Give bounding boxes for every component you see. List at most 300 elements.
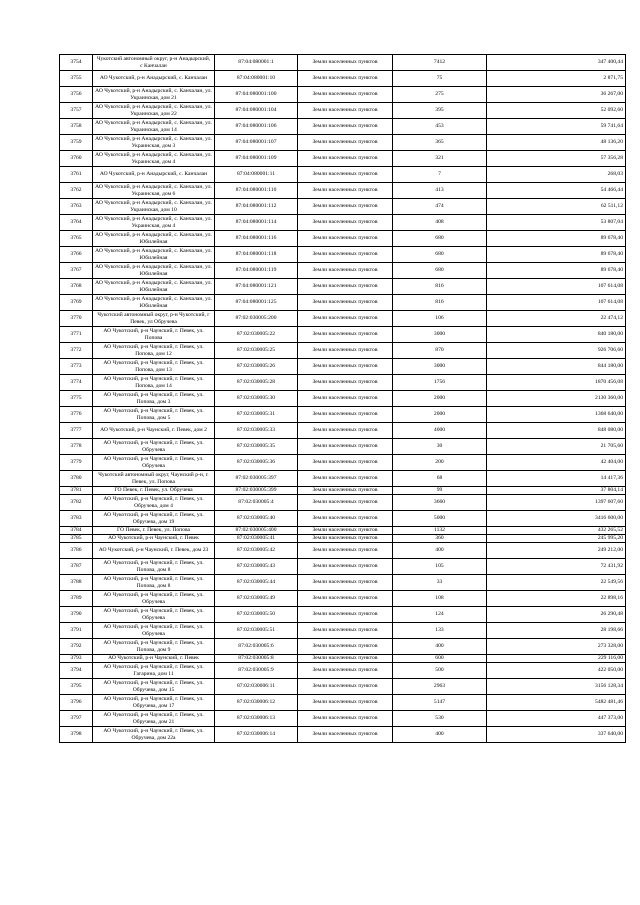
cadastral-value-cell: 848 080,00 <box>487 423 626 439</box>
cadastral-value-cell: 840 180,00 <box>487 327 626 343</box>
cadastral-number-cell: 87:02:030005:26 <box>215 359 298 375</box>
cadastral-value-cell: 926 706,60 <box>487 343 626 359</box>
address-cell: АО Чукотский, р-н Чаунский, г. Певек, ул. Обручева <box>93 607 215 623</box>
cadastral-value-cell: 72 431,92 <box>487 559 626 575</box>
table-row <box>60 71 626 87</box>
row-number-cell: 3787 <box>60 559 93 575</box>
address-cell: АО Чукотский, р-н Чаунский, г. Певек, ул. Обручева, дом 4 <box>93 495 215 511</box>
row-number-cell: 3754 <box>60 55 93 71</box>
table-row <box>60 407 626 423</box>
cadastral-value-cell: 21 705,60 <box>487 439 626 455</box>
area-cell: 75 <box>393 71 487 87</box>
area-cell: 413 <box>393 183 487 199</box>
table-row <box>60 183 626 199</box>
area-cell: 2000 <box>393 407 487 423</box>
row-number-cell: 3756 <box>60 87 93 103</box>
cadastral-number-cell: 87:02:030005:43 <box>215 559 298 575</box>
row-number-cell: 3777 <box>60 423 93 439</box>
land-category-cell: Земли населенных пунктов <box>298 727 393 743</box>
area-cell: 816 <box>393 279 487 295</box>
table-row <box>60 679 626 695</box>
cadastral-number-cell: 87:02:030005:399 <box>215 487 298 495</box>
land-registry-table <box>59 54 626 743</box>
cadastral-value-cell: 1870 456,08 <box>487 375 626 391</box>
row-number-cell: 3773 <box>60 359 93 375</box>
land-category-cell: Земли населенных пунктов <box>298 623 393 639</box>
row-number-cell: 3779 <box>60 455 93 471</box>
address-cell: АО Чукотский, р-н Чаунский, г. Певек, ул. Обручева <box>93 439 215 455</box>
land-category-cell: Земли населенных пунктов <box>298 639 393 655</box>
cadastral-number-cell: 87:02:030005:49 <box>215 591 298 607</box>
area-cell: 1132 <box>393 527 487 535</box>
land-category-cell: Земли населенных пунктов <box>298 87 393 103</box>
cadastral-value-cell: 14 417,36 <box>487 471 626 487</box>
area-cell: 680 <box>393 263 487 279</box>
area-cell: 1756 <box>393 375 487 391</box>
cadastral-number-cell: 87:02:030005:400 <box>215 527 298 535</box>
address-cell: АО Чукотский, р-н Чаунский, г. Певек, ул. Попова, дом 14 <box>93 375 215 391</box>
land-category-cell: Земли населенных пунктов <box>298 407 393 423</box>
cadastral-value-cell: 57 356,28 <box>487 151 626 167</box>
cadastral-value-cell: 2 871,75 <box>487 71 626 87</box>
row-number-cell: 3769 <box>60 295 93 311</box>
table-body <box>60 55 626 743</box>
area-cell: 30 <box>393 439 487 455</box>
land-category-cell: Земли населенных пунктов <box>298 655 393 663</box>
area-cell: 500 <box>393 663 487 679</box>
land-category-cell: Земли населенных пунктов <box>298 183 393 199</box>
table-row <box>60 495 626 511</box>
table-row <box>60 167 626 183</box>
land-category-cell: Земли населенных пунктов <box>298 295 393 311</box>
cadastral-number-cell: 87:02:030006:14 <box>215 727 298 743</box>
address-cell: АО Чукотский, р-н Чаунский, г. Певек, дом 23 <box>93 543 215 559</box>
table-row <box>60 343 626 359</box>
address-cell: АО Чукотский, р-н Анадырский, с. Канчалан, ул. Украинская, дом 3 <box>93 135 215 151</box>
address-cell: АО Чукотский, р-н Чаунский, г. Певек, ул. Обручева <box>93 591 215 607</box>
area-cell: 360 <box>393 535 487 543</box>
row-number-cell: 3762 <box>60 183 93 199</box>
area-cell: 365 <box>393 135 487 151</box>
row-number-cell: 3766 <box>60 247 93 263</box>
cadastral-value-cell: 37 804,14 <box>487 487 626 495</box>
land-category-cell: Земли населенных пунктов <box>298 135 393 151</box>
row-number-cell: 3785 <box>60 535 93 543</box>
land-category-cell: Земли населенных пунктов <box>298 575 393 591</box>
land-category-cell: Земли населенных пунктов <box>298 359 393 375</box>
row-number-cell: 3796 <box>60 695 93 711</box>
address-cell: АО Чукотский, р-н Анадырский, с. Канчалан, ул. Юбилейная <box>93 263 215 279</box>
area-cell: 275 <box>393 87 487 103</box>
address-cell: АО Чукотский, р-н Чаунский, г. Певек, ул. Попова, дом 12 <box>93 343 215 359</box>
land-category-cell: Земли населенных пунктов <box>298 311 393 327</box>
cadastral-number-cell: 87:02:030005:42 <box>215 543 298 559</box>
cadastral-number-cell: 87:04:080001:116 <box>215 231 298 247</box>
area-cell: 408 <box>393 215 487 231</box>
area-cell: 108 <box>393 591 487 607</box>
row-number-cell: 3793 <box>60 655 93 663</box>
cadastral-number-cell: 87:04:080001:114 <box>215 215 298 231</box>
area-cell: 2963 <box>393 679 487 695</box>
cadastral-number-cell: 87:04:080001:119 <box>215 263 298 279</box>
address-cell: АО Чукотский, р-н Чаунский, г. Певек <box>93 655 215 663</box>
row-number-cell: 3765 <box>60 231 93 247</box>
cadastral-value-cell: 28 198,66 <box>487 623 626 639</box>
cadastral-value-cell: 42 404,00 <box>487 455 626 471</box>
cadastral-value-cell: 432 265,52 <box>487 527 626 535</box>
address-cell: АО Чукотский, р-н Анадырский, с. Канчалан, ул. Украинская, дом 22 <box>93 103 215 119</box>
table-row <box>60 55 626 71</box>
area-cell: 3000 <box>393 359 487 375</box>
land-category-cell: Земли населенных пунктов <box>298 343 393 359</box>
table-row <box>60 607 626 623</box>
row-number-cell: 3776 <box>60 407 93 423</box>
row-number-cell: 3759 <box>60 135 93 151</box>
table-row <box>60 263 626 279</box>
area-cell: 600 <box>393 655 487 663</box>
row-number-cell: 3770 <box>60 311 93 327</box>
area-cell: 68 <box>393 471 487 487</box>
land-category-cell: Земли населенных пунктов <box>298 199 393 215</box>
table-row <box>60 727 626 743</box>
address-cell: АО Чукотский, р-н Чаунский, г. Певек, ул. Обручева <box>93 623 215 639</box>
area-cell: 321 <box>393 151 487 167</box>
area-cell: 133 <box>393 623 487 639</box>
address-cell: АО Чукотский, р-н Анадырский, с. Канчалан, ул. Юбилейная <box>93 279 215 295</box>
cadastral-value-cell: 22 898,16 <box>487 591 626 607</box>
cadastral-value-cell: 54 466,44 <box>487 183 626 199</box>
area-cell: 105 <box>393 559 487 575</box>
table-row <box>60 623 626 639</box>
address-cell: АО Чукотский, р-н Анадырский, с. Канчалан, ул. Украинская, дом 10 <box>93 199 215 215</box>
table-row <box>60 439 626 455</box>
table-row <box>60 559 626 575</box>
cadastral-value-cell: 1368 640,00 <box>487 407 626 423</box>
row-number-cell: 3789 <box>60 591 93 607</box>
cadastral-value-cell: 249 212,00 <box>487 543 626 559</box>
cadastral-value-cell: 3156 128,34 <box>487 679 626 695</box>
area-cell: 680 <box>393 231 487 247</box>
table-row <box>60 311 626 327</box>
cadastral-value-cell: 48 136,20 <box>487 135 626 151</box>
land-category-cell: Земли населенных пунктов <box>298 71 393 87</box>
land-category-cell: Земли населенных пунктов <box>298 423 393 439</box>
area-cell: 395 <box>393 103 487 119</box>
table-row <box>60 535 626 543</box>
address-cell: АО Чукотский, р-н Чаунский, г. Певек, ул. Обручева, дом 17 <box>93 695 215 711</box>
address-cell: АО Чукотский, р-н Анадырский, с. Канчалан, ул. Украинская, дом 21 <box>93 87 215 103</box>
cadastral-value-cell: 22 474,12 <box>487 311 626 327</box>
cadastral-value-cell: 2130 360,00 <box>487 391 626 407</box>
land-category-cell: Земли населенных пунктов <box>298 231 393 247</box>
table-row <box>60 327 626 343</box>
land-category-cell: Земли населенных пунктов <box>298 151 393 167</box>
address-cell: АО Чукотский, р-н Анадырский, с. Канчалан <box>93 71 215 87</box>
cadastral-number-cell: 87:04:080001:125 <box>215 295 298 311</box>
area-cell: 124 <box>393 607 487 623</box>
row-number-cell: 3758 <box>60 119 93 135</box>
area-cell: 99 <box>393 487 487 495</box>
address-cell: АО Чукотский, р-н Чаунский, г. Певек, ул. Попова, дом 5 <box>93 407 215 423</box>
land-category-cell: Земли населенных пунктов <box>298 455 393 471</box>
cadastral-value-cell: 844 180,00 <box>487 359 626 375</box>
address-cell: ГО Певек, г. Певек, ул. Обручева <box>93 487 215 495</box>
cadastral-value-cell: 26 290,48 <box>487 607 626 623</box>
cadastral-number-cell: 87:02:030005:200 <box>215 311 298 327</box>
cadastral-number-cell: 87:02:030005:40 <box>215 511 298 527</box>
row-number-cell: 3786 <box>60 543 93 559</box>
land-category-cell: Земли населенных пунктов <box>298 591 393 607</box>
cadastral-number-cell: 87:02:030005:33 <box>215 423 298 439</box>
cadastral-number-cell: 87:02:030006:11 <box>215 679 298 695</box>
table-row <box>60 591 626 607</box>
cadastral-value-cell: 1397 607,60 <box>487 495 626 511</box>
cadastral-number-cell: 87:04:080001:107 <box>215 135 298 151</box>
table-row <box>60 391 626 407</box>
address-cell: АО Чукотский, р-н Чаунский, г. Певек, ул. Попова, дом 8 <box>93 575 215 591</box>
address-cell: АО Чукотский, р-н Анадырский, с. Канчалан, ул. Украинская, дом 4 <box>93 215 215 231</box>
row-number-cell: 3774 <box>60 375 93 391</box>
row-number-cell: 3798 <box>60 727 93 743</box>
table-row <box>60 199 626 215</box>
row-number-cell: 3755 <box>60 71 93 87</box>
row-number-cell: 3788 <box>60 575 93 591</box>
address-cell: АО Чукотский, р-н Анадырский, с. Канчалан, ул. Юбилейная <box>93 295 215 311</box>
cadastral-value-cell: 447 373,00 <box>487 711 626 727</box>
cadastral-number-cell: 87:02:030005:31 <box>215 407 298 423</box>
cadastral-number-cell: 87:02:030005:4 <box>215 495 298 511</box>
land-category-cell: Земли населенных пунктов <box>298 679 393 695</box>
row-number-cell: 3781 <box>60 487 93 495</box>
land-category-cell: Земли населенных пунктов <box>298 607 393 623</box>
cadastral-value-cell: 347 400,44 <box>487 55 626 71</box>
cadastral-value-cell: 59 741,64 <box>487 119 626 135</box>
address-cell: Чукотский автономный округ, Чаунский р-н, г. Певек, ул. Попова <box>93 471 215 487</box>
cadastral-value-cell: 89 678,40 <box>487 263 626 279</box>
land-category-cell: Земли населенных пунктов <box>298 375 393 391</box>
cadastral-value-cell: 107 614,08 <box>487 295 626 311</box>
cadastral-value-cell: 52 092,60 <box>487 103 626 119</box>
row-number-cell: 3771 <box>60 327 93 343</box>
land-category-cell: Земли населенных пунктов <box>298 103 393 119</box>
land-category-cell: Земли населенных пунктов <box>298 543 393 559</box>
row-number-cell: 3782 <box>60 495 93 511</box>
area-cell: 3660 <box>393 495 487 511</box>
cadastral-number-cell: 87:04:080001:121 <box>215 279 298 295</box>
row-number-cell: 3761 <box>60 167 93 183</box>
cadastral-value-cell: 273 328,00 <box>487 639 626 655</box>
area-cell: 870 <box>393 343 487 359</box>
address-cell: АО Чукотский, р-н Чаунский, г. Певек, ул. Гагарина, дом 11 <box>93 663 215 679</box>
row-number-cell: 3783 <box>60 511 93 527</box>
cadastral-number-cell: 87:02:030006:12 <box>215 695 298 711</box>
land-category-cell: Земли населенных пунктов <box>298 511 393 527</box>
cadastral-number-cell: 87:04:080001:118 <box>215 247 298 263</box>
table-row <box>60 279 626 295</box>
table-row <box>60 87 626 103</box>
row-number-cell: 3797 <box>60 711 93 727</box>
row-number-cell: 3772 <box>60 343 93 359</box>
land-category-cell: Земли населенных пунктов <box>298 247 393 263</box>
table-row <box>60 135 626 151</box>
cadastral-number-cell: 87:02:030005:397 <box>215 471 298 487</box>
cadastral-value-cell: 89 678,40 <box>487 247 626 263</box>
address-cell: АО Чукотский, р-н Анадырский, с. Канчалан, ул. Украинская, дом 14 <box>93 119 215 135</box>
address-cell: АО Чукотский, р-н Анадырский, с. Канчалан, ул. Юбилейная <box>93 231 215 247</box>
cadastral-number-cell: 87:04:080001:109 <box>215 151 298 167</box>
address-cell: АО Чукотский, р-н Чаунский, г. Певек, дом 2 <box>93 423 215 439</box>
address-cell: АО Чукотский, р-н Чаунский, г. Певек, ул. Обручева <box>93 455 215 471</box>
cadastral-number-cell: 87:04:080001:10 <box>215 71 298 87</box>
table-row <box>60 711 626 727</box>
cadastral-number-cell: 87:02:030005:30 <box>215 391 298 407</box>
land-category-cell: Земли населенных пунктов <box>298 279 393 295</box>
land-category-cell: Земли населенных пунктов <box>298 663 393 679</box>
row-number-cell: 3795 <box>60 679 93 695</box>
area-cell: 7 <box>393 167 487 183</box>
land-category-cell: Земли населенных пунктов <box>298 167 393 183</box>
address-cell: АО Чукотский, р-н Чаунский, г. Певек, ул. Попова <box>93 327 215 343</box>
area-cell: 5147 <box>393 695 487 711</box>
area-cell: 5000 <box>393 511 487 527</box>
address-cell: АО Чукотский, р-н Чаунский, г. Певек <box>93 535 215 543</box>
address-cell: АО Чукотский, р-н Чаунский, г. Певек, ул. Попова, дом 13 <box>93 359 215 375</box>
area-cell: 400 <box>393 727 487 743</box>
land-category-cell: Земли населенных пунктов <box>298 527 393 535</box>
cadastral-number-cell: 87:02:030005:28 <box>215 375 298 391</box>
row-number-cell: 3780 <box>60 471 93 487</box>
address-cell: АО Чукотский, р-н Чаунский, г. Певек, ул. Обручева, дом 15 <box>93 679 215 695</box>
table-row <box>60 695 626 711</box>
cadastral-number-cell: 87:02:030005:50 <box>215 607 298 623</box>
cadastral-number-cell: 87:04:080001:110 <box>215 183 298 199</box>
land-category-cell: Земли населенных пунктов <box>298 495 393 511</box>
row-number-cell: 3794 <box>60 663 93 679</box>
area-cell: 474 <box>393 199 487 215</box>
land-category-cell: Земли населенных пунктов <box>298 327 393 343</box>
area-cell: 7412 <box>393 55 487 71</box>
cadastral-value-cell: 229 116,00 <box>487 655 626 663</box>
area-cell: 106 <box>393 311 487 327</box>
row-number-cell: 3778 <box>60 439 93 455</box>
cadastral-number-cell: 87:04:080001:104 <box>215 103 298 119</box>
cadastral-value-cell: 422 050,00 <box>487 663 626 679</box>
row-number-cell: 3768 <box>60 279 93 295</box>
address-cell: АО Чукотский, р-н Чаунский, г. Певек, ул. Попова, дом 9 <box>93 639 215 655</box>
cadastral-number-cell: 87:04:080001:106 <box>215 119 298 135</box>
cadastral-value-cell: 22 549,56 <box>487 575 626 591</box>
table-row <box>60 215 626 231</box>
area-cell: 453 <box>393 119 487 135</box>
row-number-cell: 3784 <box>60 527 93 535</box>
land-category-cell: Земли населенных пунктов <box>298 215 393 231</box>
land-category-cell: Земли населенных пунктов <box>298 535 393 543</box>
land-category-cell: Земли населенных пунктов <box>298 391 393 407</box>
table-row <box>60 543 626 559</box>
cadastral-number-cell: 87:04:080001:112 <box>215 199 298 215</box>
table-row <box>60 663 626 679</box>
table-row <box>60 471 626 487</box>
address-cell: АО Чукотский, р-н Анадырский, с. Канчалан, ул. Украинская, дом 6 <box>93 183 215 199</box>
area-cell: 400 <box>393 639 487 655</box>
land-category-cell: Земли населенных пунктов <box>298 487 393 495</box>
row-number-cell: 3757 <box>60 103 93 119</box>
table-row <box>60 119 626 135</box>
table-row <box>60 527 626 535</box>
table-row <box>60 455 626 471</box>
address-cell: Чукотский автономный округ, р-н Чукотский, г Певек, ул Обручева <box>93 311 215 327</box>
cadastral-number-cell: 87:02:030005:9 <box>215 663 298 679</box>
land-category-cell: Земли населенных пунктов <box>298 439 393 455</box>
cadastral-number-cell: 87:02:030005:41 <box>215 535 298 543</box>
table-row <box>60 511 626 527</box>
table-row <box>60 375 626 391</box>
table-row <box>60 247 626 263</box>
cadastral-number-cell: 87:04:080001:1 <box>215 55 298 71</box>
cadastral-value-cell: 3416 600,00 <box>487 511 626 527</box>
cadastral-value-cell: 107 614,08 <box>487 279 626 295</box>
table-row <box>60 295 626 311</box>
area-cell: 2000 <box>393 391 487 407</box>
area-cell: 33 <box>393 575 487 591</box>
table-row <box>60 655 626 663</box>
row-number-cell: 3792 <box>60 639 93 655</box>
cadastral-number-cell: 87:02:030005:35 <box>215 439 298 455</box>
row-number-cell: 3763 <box>60 199 93 215</box>
area-cell: 4000 <box>393 423 487 439</box>
cadastral-value-cell: 337 640,00 <box>487 727 626 743</box>
cadastral-number-cell: 87:04:080001:100 <box>215 87 298 103</box>
cadastral-value-cell: 53 807,04 <box>487 215 626 231</box>
address-cell: АО Чукотский, р-н Анадырский, с. Канчалан <box>93 167 215 183</box>
cadastral-number-cell: 87:02:030006:13 <box>215 711 298 727</box>
area-cell: 400 <box>393 543 487 559</box>
area-cell: 200 <box>393 455 487 471</box>
table-row <box>60 575 626 591</box>
cadastral-number-cell: 87:02:030005:25 <box>215 343 298 359</box>
address-cell: АО Чукотский, р-н Анадырский, с. Канчалан, ул. Украинская, дом 4 <box>93 151 215 167</box>
land-category-cell: Земли населенных пунктов <box>298 55 393 71</box>
address-cell: Чукотский автономный округ, р-н Анадырский, с Канчалан <box>93 55 215 71</box>
cadastral-number-cell: 87:02:030005:44 <box>215 575 298 591</box>
table-row <box>60 231 626 247</box>
row-number-cell: 3791 <box>60 623 93 639</box>
cadastral-number-cell: 87:02:030005:22 <box>215 327 298 343</box>
table-row <box>60 151 626 167</box>
area-cell: 530 <box>393 711 487 727</box>
land-category-cell: Земли населенных пунктов <box>298 711 393 727</box>
cadastral-value-cell: 268,03 <box>487 167 626 183</box>
address-cell: АО Чукотский, р-н Чаунский, г. Певек, ул. Обручева, дом 19 <box>93 511 215 527</box>
cadastral-value-cell: 245 995,20 <box>487 535 626 543</box>
row-number-cell: 3760 <box>60 151 93 167</box>
row-number-cell: 3775 <box>60 391 93 407</box>
area-cell: 3000 <box>393 327 487 343</box>
cadastral-number-cell: 87:02:030005:6 <box>215 639 298 655</box>
area-cell: 680 <box>393 247 487 263</box>
table-row <box>60 423 626 439</box>
table-row <box>60 639 626 655</box>
land-category-cell: Земли населенных пунктов <box>298 559 393 575</box>
table-row <box>60 487 626 495</box>
cadastral-value-cell: 89 678,40 <box>487 231 626 247</box>
cadastral-number-cell: 87:02:030005:8 <box>215 655 298 663</box>
address-cell: АО Чукотский, р-н Чаунский, г. Певек, ул. Обручева, дом 22а <box>93 727 215 743</box>
address-cell: АО Чукотский, р-н Чаунский, г. Певек, ул. Попова, дом 3 <box>93 391 215 407</box>
row-number-cell: 3764 <box>60 215 93 231</box>
row-number-cell: 3767 <box>60 263 93 279</box>
table-row <box>60 103 626 119</box>
